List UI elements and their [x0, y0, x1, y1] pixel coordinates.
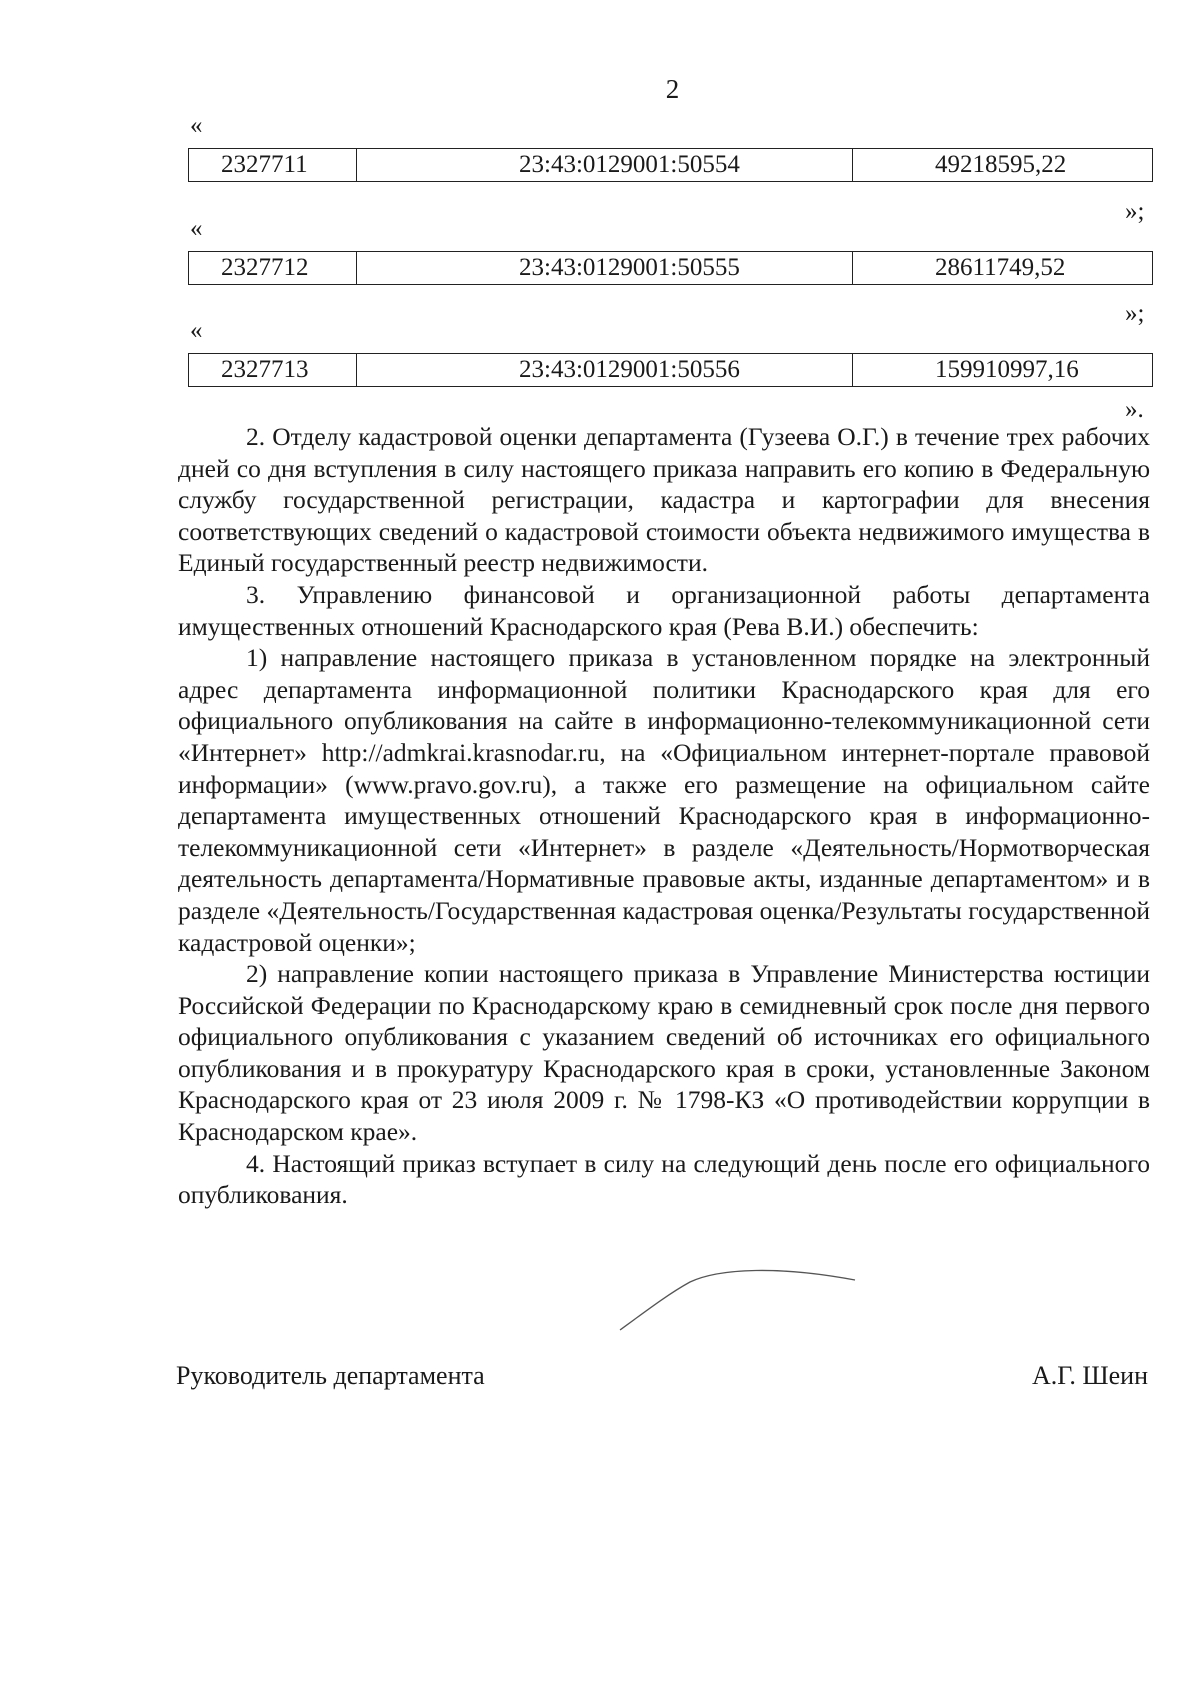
paragraph-4: 4. Настоящий приказ вступает в силу на следующий день после его официального опубликования. — [178, 1148, 1150, 1210]
signatory-position: Руководитель департамента — [176, 1361, 485, 1390]
signature-stroke — [610, 1258, 870, 1338]
quote-close: ». — [1125, 396, 1144, 423]
quote-open: « — [190, 112, 203, 139]
object-number: 2327711 — [189, 149, 357, 181]
quote-open: « — [190, 215, 203, 242]
cadastral-number: 23:43:0129001:50556 — [357, 354, 853, 386]
signatory-name: А.Г. Шеин — [1032, 1361, 1148, 1390]
document-body — [178, 421, 1150, 1211]
page-number: 2 — [665, 74, 680, 104]
paragraph-3: 3. Управлению финансовой и организационной работы департамента имущественных отношений Краснодарского края (Рева В.И.) обеспечить: — [178, 579, 1150, 641]
cadastral-row — [188, 148, 1153, 182]
signature-block — [176, 1361, 1148, 1391]
paragraph-2: 2. Отделу кадастровой оценки департамента (Гузеева О.Г.) в течение трех рабочих дней со дня вступления в силу настоящего приказа направить его копию в Федеральную службу государственной регистрации, кадастра и картографии для внесения соответствующих сведений о кадастровой стоимости объекта недвижимого имущества в Единый государственный реестр недвижимости. — [178, 422, 1150, 578]
quote-close: »; — [1125, 198, 1145, 225]
cadastral-number: 23:43:0129001:50555 — [357, 252, 853, 284]
object-number: 2327712 — [189, 252, 357, 284]
quote-open: « — [190, 317, 203, 344]
cadastral-value: 28611749,52 — [935, 254, 1066, 281]
quote-close: »; — [1125, 300, 1145, 327]
cadastral-row — [188, 353, 1153, 387]
cadastral-row — [188, 251, 1153, 285]
cadastral-value: 159910997,16 — [935, 356, 1079, 383]
subparagraph-1: 1) направление настоящего приказа в установленном порядке на электронный адрес департамента информационной политики Краснодарского края для его официального опубликования на сайте в информационно-телекоммуникационной сети «Интернет» http://admkrai.krasnodar.ru, на «Официальном интернет-портале правовой информации» (www.pravo.gov.ru), а также его размещение на официальном сайте департамента имущественных отношений Краснодарского края в информационно-телекоммуникационной сети «Интернет» в разделе «Деятельность/Нормотворческая деятельность департамента/Нормативные правовые акты, изданные департаментом» и в разделе «Деятельность/Государственная кадастровая оценка/Результаты государственной кадастровой оценки»; — [178, 643, 1150, 957]
subparagraph-2: 2) направление копии настоящего приказа в Управление Министерства юстиции Российской Федерации по Краснодарскому краю в семидневный срок после дня первого официального опубликования с указанием сведений об источниках его официального опубликования и в прокуратуру Краснодарского края в сроки, установленные Законом Краснодарского края от 23 июля 2009 г. № 1798-КЗ «О противодействии коррупции в Краснодарском крае». — [178, 959, 1150, 1147]
object-number: 2327713 — [189, 354, 357, 386]
cadastral-number: 23:43:0129001:50554 — [357, 149, 853, 181]
cadastral-value: 49218595,22 — [935, 151, 1067, 178]
